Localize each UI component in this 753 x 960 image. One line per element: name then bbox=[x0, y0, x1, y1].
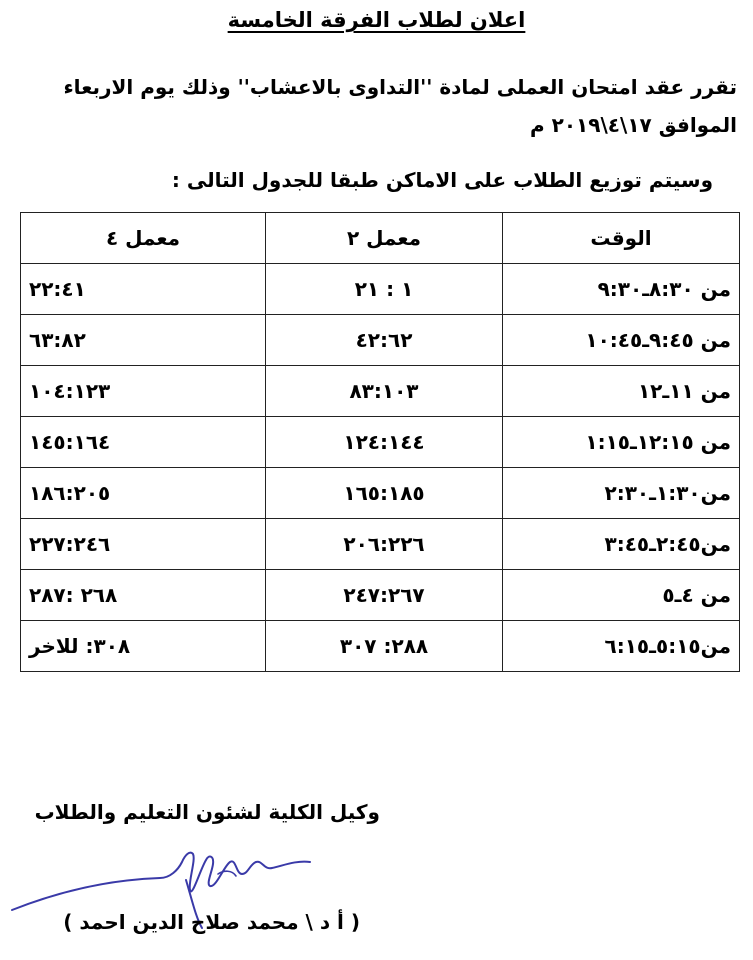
cell-time: من ١١ـ١٢ bbox=[503, 366, 740, 417]
cell-lab-4: ١٠٤:١٢٣ bbox=[21, 366, 266, 417]
table-row bbox=[21, 519, 740, 570]
table-row bbox=[21, 315, 740, 366]
cell-lab-4: ٣٠٨: للاخر bbox=[21, 621, 266, 672]
distribution-note: وسيتم توزيع الطلاب على الاماكن طبقا للجدول التالى : bbox=[171, 168, 713, 192]
header-lab-2: معمل ٢ bbox=[266, 213, 503, 264]
cell-lab-4: ٢٢٧:٢٤٦ bbox=[21, 519, 266, 570]
schedule-header-row bbox=[21, 213, 740, 264]
schedule-table bbox=[20, 212, 740, 672]
table-row bbox=[21, 264, 740, 315]
cell-lab-2: ٢٠٦:٢٢٦ bbox=[266, 519, 503, 570]
cell-lab-2: ١٢٤:١٤٤ bbox=[266, 417, 503, 468]
cell-time: من٥:١٥ـ٦:١٥ bbox=[503, 621, 740, 672]
table-row bbox=[21, 570, 740, 621]
header-lab-4: معمل ٤ bbox=[21, 213, 266, 264]
table-row bbox=[21, 366, 740, 417]
cell-time: من ٩:٤٥ـ١٠:٤٥ bbox=[503, 315, 740, 366]
cell-lab-2: ٨٣:١٠٣ bbox=[266, 366, 503, 417]
cell-lab-4: ٢٢:٤١ bbox=[21, 264, 266, 315]
cell-time: من٢:٤٥ـ٣:٤٥ bbox=[503, 519, 740, 570]
cell-lab-2: ٢٤٧:٢٦٧ bbox=[266, 570, 503, 621]
cell-time: من ٨:٣٠ـ٩:٣٠ bbox=[503, 264, 740, 315]
cell-lab-2: ١٦٥:١٨٥ bbox=[266, 468, 503, 519]
cell-time: من١:٣٠ـ٢:٣٠ bbox=[503, 468, 740, 519]
header-time: الوقت bbox=[503, 213, 740, 264]
cell-time: من ٤ـ٥ bbox=[503, 570, 740, 621]
intro-line-2: الموافق ١٧\٤\٢٠١٩ م bbox=[530, 113, 737, 137]
table-row bbox=[21, 468, 740, 519]
table-row bbox=[21, 621, 740, 672]
announcement-title-text: اعلان لطلاب الفرقة الخامسة bbox=[227, 8, 526, 32]
cell-lab-4: ١٨٦:٢٠٥ bbox=[21, 468, 266, 519]
cell-lab-4: ٢٦٨ :٢٨٧ bbox=[21, 570, 266, 621]
signatory-name: ( أ د \ محمد صلاح الدين احمد ) bbox=[63, 910, 360, 934]
cell-lab-2: ١ : ٢١ bbox=[266, 264, 503, 315]
cell-lab-4: ١٤٥:١٦٤ bbox=[21, 417, 266, 468]
announcement-title bbox=[0, 8, 753, 32]
cell-lab-2: ٢٨٨: ٣٠٧ bbox=[266, 621, 503, 672]
table-row bbox=[21, 417, 740, 468]
cell-time: من ١٢:١٥ـ١:١٥ bbox=[503, 417, 740, 468]
signatory-title: وكيل الكلية لشئون التعليم والطلاب bbox=[34, 800, 380, 824]
cell-lab-4: ٦٣:٨٢ bbox=[21, 315, 266, 366]
announcement-intro bbox=[17, 68, 737, 144]
cell-lab-2: ٤٢:٦٢ bbox=[266, 315, 503, 366]
intro-line-1: تقرر عقد امتحان العملى لمادة ''التداوى بالاعشاب'' وذلك يوم الاربعاء bbox=[63, 75, 737, 99]
